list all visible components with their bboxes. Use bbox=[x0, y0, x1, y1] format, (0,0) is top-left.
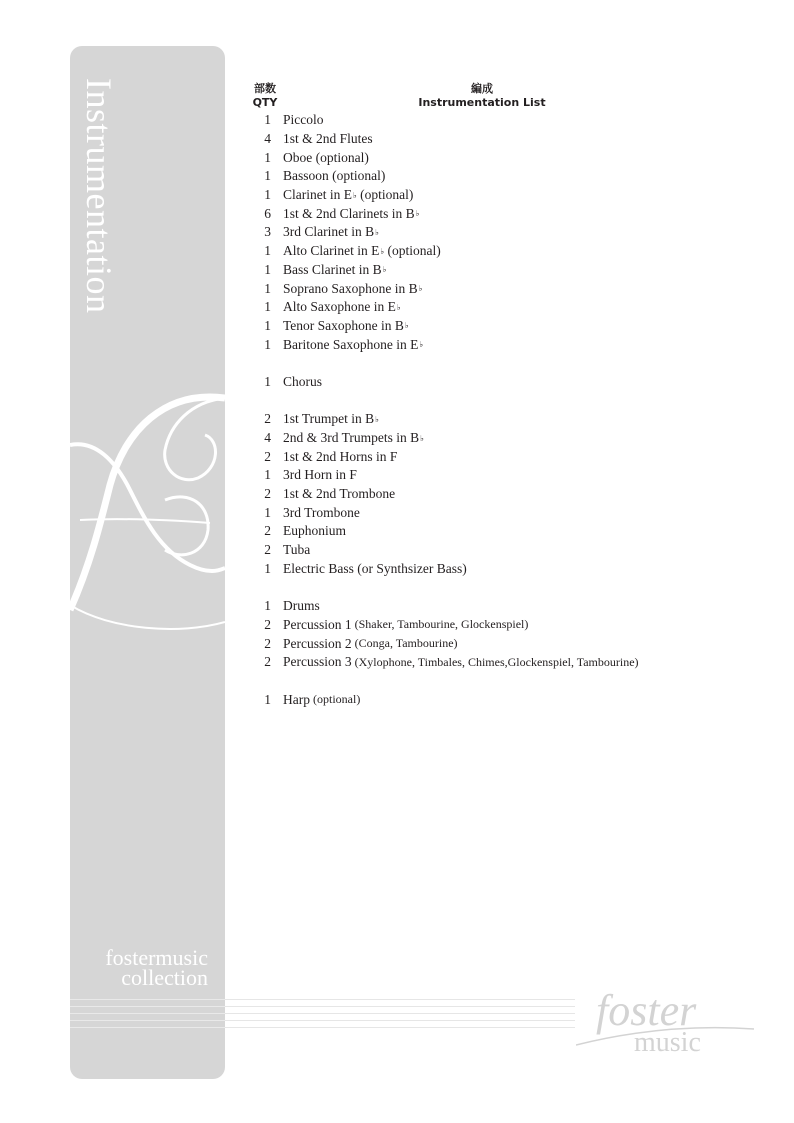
staff-lines-left bbox=[70, 999, 225, 1034]
list-item bbox=[248, 242, 768, 261]
list-header-en: Instrumentation List bbox=[418, 96, 546, 109]
collection-line1: fostermusic bbox=[105, 945, 208, 970]
item-qty: 1 bbox=[264, 112, 271, 128]
item-qty: 1 bbox=[264, 598, 271, 614]
staff-lines bbox=[225, 999, 575, 1034]
qty-header bbox=[248, 82, 282, 110]
foster-music-logo bbox=[576, 985, 756, 1060]
item-qty: 4 bbox=[264, 430, 271, 446]
flat-icon: ♭ bbox=[420, 433, 424, 443]
item-name: Bass Clarinet in B bbox=[283, 261, 382, 277]
item-qty: 1 bbox=[264, 187, 271, 203]
flat-icon: ♭ bbox=[415, 209, 420, 219]
list-spacer bbox=[248, 354, 768, 373]
list-item bbox=[248, 429, 768, 448]
list-item bbox=[248, 111, 768, 130]
item-qty: 2 bbox=[264, 411, 271, 427]
item-qty: 1 bbox=[264, 504, 271, 520]
item-qty: 1 bbox=[264, 149, 271, 165]
list-item bbox=[248, 466, 768, 485]
treble-f-emblem-icon bbox=[70, 390, 225, 635]
flat-icon: ♭ bbox=[375, 414, 379, 424]
collection-label bbox=[70, 945, 208, 990]
item-qty: 2 bbox=[264, 523, 271, 539]
item-qty: 1 bbox=[264, 299, 271, 315]
item-name: Tenor Saxophone in B bbox=[283, 317, 404, 333]
item-qty: 3 bbox=[264, 224, 271, 240]
item-qty: 2 bbox=[264, 542, 271, 558]
item-qty: 1 bbox=[264, 261, 271, 277]
item-note: (Conga, Tambourine) bbox=[351, 636, 458, 651]
item-name: 3rd Clarinet in B bbox=[283, 224, 375, 240]
item-qty: 1 bbox=[264, 243, 271, 259]
list-item bbox=[248, 148, 768, 167]
item-name: Alto Clarinet in E bbox=[283, 243, 380, 259]
flat-icon: ♭ bbox=[352, 190, 357, 200]
item-name: 1st & 2nd Horns in F bbox=[283, 448, 398, 464]
list-item bbox=[248, 130, 768, 149]
list-item bbox=[248, 410, 768, 429]
item-qty: 2 bbox=[264, 486, 271, 502]
item-note: (Xylophone, Timbales, Chimes,Glockenspiel, Tambourine) bbox=[351, 654, 639, 669]
item-name: 1st Trumpet in B bbox=[283, 411, 375, 427]
item-name: Percussion 3 bbox=[283, 654, 352, 670]
list-item bbox=[248, 186, 768, 205]
item-name: Chorus bbox=[283, 373, 323, 389]
collection-line2: collection bbox=[121, 965, 208, 990]
item-name: Drums bbox=[283, 598, 320, 614]
item-name: Percussion 1 bbox=[283, 616, 352, 632]
item-name: Electric Bass (or Synthsizer Bass) bbox=[283, 560, 467, 576]
item-suffix: (optional) bbox=[384, 243, 441, 259]
flat-icon: ♭ bbox=[380, 246, 385, 256]
item-qty: 1 bbox=[264, 691, 271, 707]
list-item bbox=[248, 560, 768, 579]
item-name: Percussion 2 bbox=[283, 635, 352, 651]
sidebar-title-wrap bbox=[70, 78, 120, 318]
item-qty: 2 bbox=[264, 654, 271, 670]
item-name: Oboe (optional) bbox=[283, 149, 369, 165]
item-name: 1st & 2nd Flutes bbox=[283, 131, 373, 147]
flat-icon: ♭ bbox=[419, 340, 424, 350]
item-name: Harp bbox=[283, 691, 310, 707]
item-qty: 2 bbox=[264, 616, 271, 632]
list-item bbox=[248, 373, 768, 392]
flat-icon: ♭ bbox=[382, 265, 387, 275]
item-name: 3rd Trombone bbox=[283, 504, 360, 520]
item-name: Tuba bbox=[283, 542, 311, 558]
item-suffix: (optional) bbox=[356, 187, 414, 203]
list-spacer bbox=[248, 391, 768, 410]
qty-header-jp: 部数 bbox=[254, 82, 276, 95]
list-item bbox=[248, 261, 768, 280]
instrument-list bbox=[248, 111, 768, 709]
item-name: Baritone Saxophone in E bbox=[283, 336, 419, 352]
list-item bbox=[248, 204, 768, 223]
list-item bbox=[248, 317, 768, 336]
list-item bbox=[248, 279, 768, 298]
list-item bbox=[248, 541, 768, 560]
list-item bbox=[248, 335, 768, 354]
logo-line2: music bbox=[634, 1027, 701, 1058]
item-qty: 1 bbox=[264, 280, 271, 296]
item-qty: 1 bbox=[264, 373, 271, 389]
list-item bbox=[248, 298, 768, 317]
sidebar-title: Instrumentation bbox=[79, 78, 119, 314]
list-spacer bbox=[248, 672, 768, 691]
list-item bbox=[248, 690, 768, 709]
list-item bbox=[248, 597, 768, 616]
flat-icon: ♭ bbox=[375, 227, 379, 237]
list-item bbox=[248, 653, 768, 672]
item-name: 1st & 2nd Clarinets in B bbox=[283, 205, 415, 221]
list-item bbox=[248, 616, 768, 635]
item-qty: 1 bbox=[264, 467, 271, 483]
list-item bbox=[248, 503, 768, 522]
item-name: Euphonium bbox=[283, 523, 346, 539]
list-item bbox=[248, 223, 768, 242]
item-name: Bassoon (optional) bbox=[283, 168, 386, 184]
list-header bbox=[400, 82, 564, 110]
item-qty: 4 bbox=[264, 131, 271, 147]
item-qty: 2 bbox=[264, 635, 271, 651]
list-item bbox=[248, 167, 768, 186]
item-name: Piccolo bbox=[283, 112, 324, 128]
qty-header-en: QTY bbox=[252, 96, 278, 109]
item-qty: 6 bbox=[264, 205, 271, 221]
item-name: 1st & 2nd Trombone bbox=[283, 486, 396, 502]
item-name: 3rd Horn in F bbox=[283, 467, 357, 483]
list-item bbox=[248, 522, 768, 541]
item-qty: 1 bbox=[264, 168, 271, 184]
item-name: Clarinet in E bbox=[283, 187, 352, 203]
item-name: Soprano Saxophone in B bbox=[283, 280, 418, 296]
list-item bbox=[248, 447, 768, 466]
item-note: (optional) bbox=[310, 692, 361, 707]
flat-icon: ♭ bbox=[418, 284, 423, 294]
list-spacer bbox=[248, 578, 768, 597]
flat-icon: ♭ bbox=[404, 321, 409, 331]
logo-line1: foster bbox=[596, 986, 697, 1035]
list-item bbox=[248, 634, 768, 653]
item-name: 2nd & 3rd Trumpets in B bbox=[283, 430, 420, 446]
item-qty: 1 bbox=[264, 336, 271, 352]
item-qty: 1 bbox=[264, 560, 271, 576]
flat-icon: ♭ bbox=[396, 302, 401, 312]
item-qty: 2 bbox=[264, 448, 271, 464]
item-note: (Shaker, Tambourine, Glockenspiel) bbox=[351, 617, 529, 632]
list-header-jp: 編成 bbox=[471, 82, 493, 95]
item-name: Alto Saxophone in E bbox=[283, 299, 396, 315]
list-item bbox=[248, 485, 768, 504]
item-qty: 1 bbox=[264, 317, 271, 333]
